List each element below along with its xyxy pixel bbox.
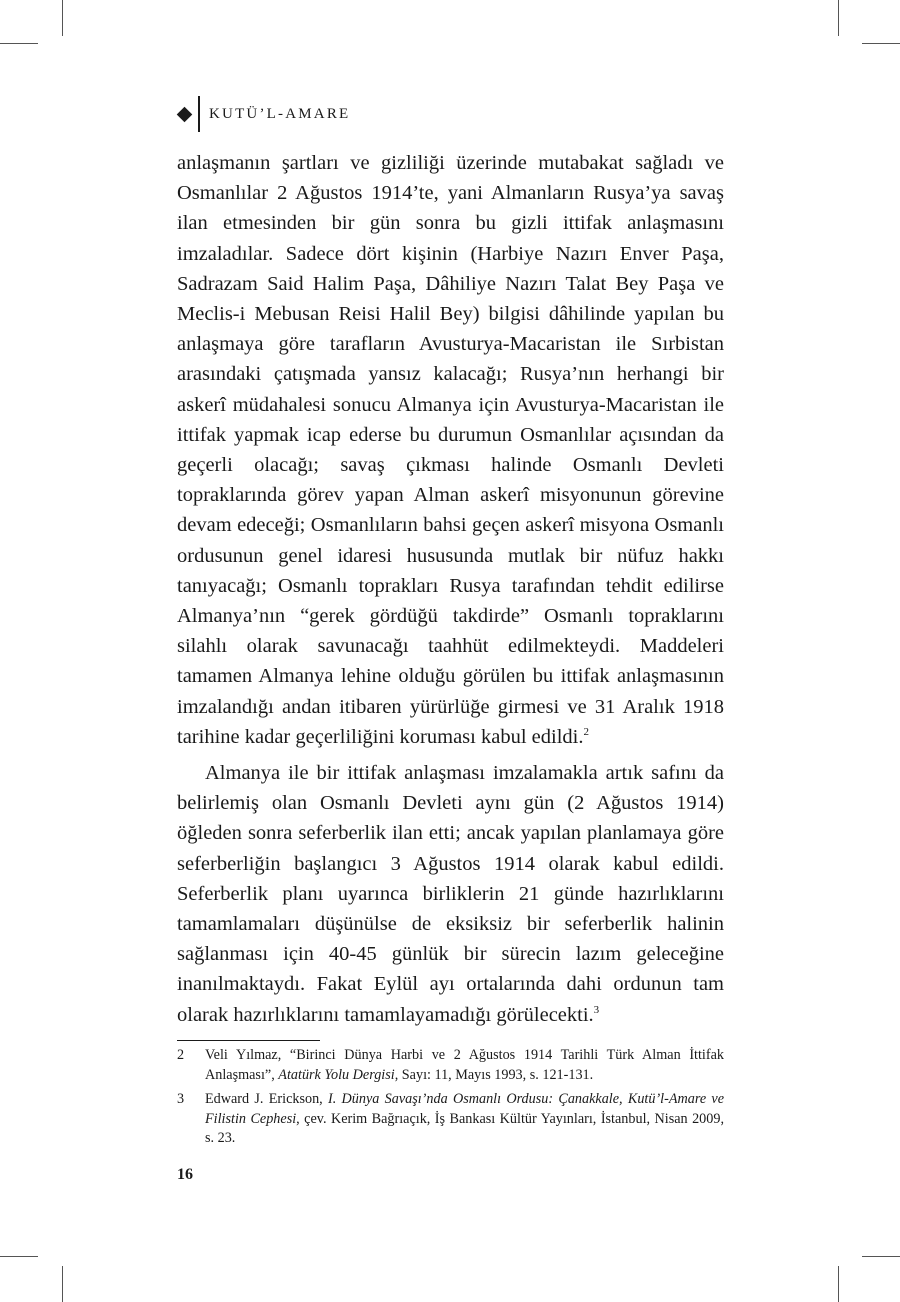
crop-mark xyxy=(0,43,38,44)
footnote-divider xyxy=(177,1040,320,1041)
crop-mark xyxy=(862,1256,900,1257)
running-head xyxy=(177,96,350,132)
footnote-text xyxy=(205,1046,724,1085)
crop-mark xyxy=(62,1266,63,1302)
footnote-text-part: Edward J. Erickson, xyxy=(205,1091,328,1107)
paragraph-text: anlaşmanın şartları ve gizliliği üzerinde mutabakat sağladı ve Osmanlılar 2 Ağustos 1914’te, yani Almanların Rusya’ya savaş ilan etmesinden bir gün sonra bu gizli ittifak anlaşmasını imzaladılar. Sadece dört kişinin (Harbiye Nazırı Enver Paşa, Sadrazam Said Halim Paşa, Dâhiliye Nazırı Talat Bey Paşa ve Meclis-i Mebusan Reisi Halil Bey) bilgisi dâhilinde yapılan bu anlaşmaya göre tarafların Avusturya-Macaristan ile Sırbistan arasındaki çatışmada yansız kalacağı; Rusya’nın herhangi bir askerî müdahalesi sonucu Almanya için Avusturya-Macaristan ile ittifak yapmak icap ederse bu durumun Osmanlılar açısından da geçerli olacağı; savaş çıkması halinde Osmanlı Devleti topraklarında görev yapan Alman askerî misyonunun görevine devam edeceği; Osmanlıların bahsi geçen askerî misyona Osmanlı ordusunun genel idaresi hususunda mutlak bir nüfuz hakkı tanıyacağı; Osmanlı toprakları Rusya tarafından tehdit edilirse Almanya’nın “gerek gördüğü takdirde” Osmanlı topraklarını silahlı olarak savunacağı taahhüt edilmekteydi. Maddeleri tamamen Almanya lehine olduğu görülen bu ittifak anlaşmasının imzalandığı andan itibaren yürürlüğe girmesi ve 31 Aralık 1918 tarihine kadar geçerliliğini koruması kabul edildi. xyxy=(177,152,724,748)
crop-mark xyxy=(0,1256,38,1257)
paragraph xyxy=(177,758,724,1030)
footnote-source-title: I. Dünya Savaşı’nda Osmanlı Ordusu: Çanakkale, Kutü’l-Amare ve Filistin Cephesi xyxy=(205,1091,724,1127)
diamond-icon xyxy=(177,106,193,122)
footnote-text-part: , Sayı: 11, Mayıs 1993, s. 121-131. xyxy=(394,1066,594,1083)
footnote xyxy=(177,1090,724,1149)
footnote-number: 2 xyxy=(177,1047,185,1063)
footnote xyxy=(177,1046,724,1085)
footnotes xyxy=(177,1046,724,1154)
paragraph xyxy=(177,148,724,752)
body-text xyxy=(177,148,724,1030)
crop-mark xyxy=(838,0,839,36)
footnote-ref[interactable]: 3 xyxy=(593,1003,600,1016)
footnote-ref[interactable]: 2 xyxy=(583,725,589,738)
footnote-text-part: Veli Yılmaz, “Birinci Dünya Harbi ve 2 Ağustos 1914 Tarihli Türk Alman İttifak Anlaşması”, xyxy=(205,1047,724,1083)
footnote-source-title: Atatürk Yolu Dergisi xyxy=(278,1066,395,1083)
header-divider xyxy=(198,96,200,132)
footnote-text-part: , çev. Kerim Bağrıaçık, İş Bankası Kültür Yayınları, İstanbul, Nisan 2009, s. 23. xyxy=(205,1110,725,1146)
crop-mark xyxy=(838,1266,839,1302)
footnote-number: 3 xyxy=(177,1091,185,1107)
crop-mark xyxy=(862,43,900,44)
running-head-title: KUTÜ’L-AMARE xyxy=(209,105,351,122)
footnote-text xyxy=(205,1090,724,1149)
page-number: 16 xyxy=(177,1166,193,1183)
paragraph-text: Almanya ile bir ittifak anlaşması imzalamakla artık safını da belirlemiş olan Osmanlı Devleti aynı gün (2 Ağustos 1914) öğleden sonra seferberlik ilan etti; ancak yapılan planlamaya göre seferberliğin başlangıcı 3 Ağustos 1914 olarak kabul edildi. Seferberlik planı uyarınca birliklerin 21 günde hazırlıklarını tamamlamaları düşünülse de eksiksiz bir seferberlik halinin sağlanması için 40-45 günlük bir sürecin lazım geleceğine inanılmaktaydı. Fakat Eylül ayı ortalarında dahi ordunun tam olarak hazırlıklarını tamamlayamadığı görülecekti. xyxy=(177,762,724,1026)
crop-mark xyxy=(62,0,63,36)
